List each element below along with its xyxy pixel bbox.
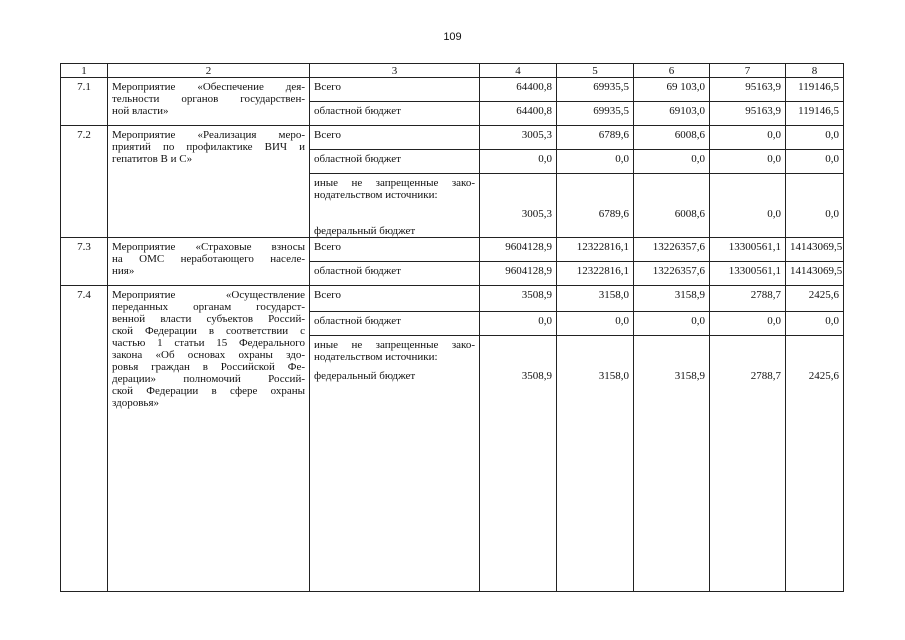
- value-cell: 64400,8: [480, 102, 557, 126]
- funding-source: Всего: [310, 126, 480, 150]
- header-cell: 1: [61, 64, 108, 78]
- value-cell: 6789,6: [557, 174, 634, 238]
- value-cell: 3508,9: [480, 286, 557, 312]
- value-cell: 2788,7: [710, 336, 786, 592]
- header-cell: 2: [108, 64, 310, 78]
- page-number: 109: [443, 31, 462, 43]
- value-cell: 0,0: [634, 150, 710, 174]
- row-id: 7.3: [61, 238, 108, 286]
- value-cell: 0,0: [634, 312, 710, 336]
- table-row: [61, 286, 844, 312]
- value-cell: 3005,3: [480, 174, 557, 238]
- value-cell: 69 103,0: [634, 78, 710, 102]
- funding-source: Всего: [310, 78, 480, 102]
- funding-source-other: иные не запрещенные зако- нодательством источники: федеральный бюджет: [310, 174, 480, 238]
- value-cell: 14143069,5: [786, 262, 844, 286]
- budget-table: [60, 63, 844, 592]
- value-cell: 6008,6: [634, 126, 710, 150]
- value-cell: 0,0: [786, 126, 844, 150]
- value-cell: 0,0: [710, 312, 786, 336]
- value-cell: 3005,3: [480, 126, 557, 150]
- table-row: [61, 238, 844, 262]
- row-id: 7.4: [61, 286, 108, 592]
- row-id: 7.2: [61, 126, 108, 238]
- value-cell: 0,0: [786, 174, 844, 238]
- value-cell: 2425,6: [786, 286, 844, 312]
- table-row: [61, 78, 844, 102]
- value-cell: 2425,6: [786, 336, 844, 592]
- value-cell: 2788,7: [710, 286, 786, 312]
- header-cell: 5: [557, 64, 634, 78]
- value-cell: 14143069,5: [786, 238, 844, 262]
- value-cell: 69103,0: [634, 102, 710, 126]
- row-id: 7.1: [61, 78, 108, 126]
- value-cell: 13300561,1: [710, 238, 786, 262]
- funding-source-federal: федеральный бюджет: [314, 225, 416, 237]
- value-cell: 119146,5: [786, 102, 844, 126]
- value-cell: 64400,8: [480, 78, 557, 102]
- funding-source: областной бюджет: [310, 102, 480, 126]
- funding-source: Всего: [310, 286, 480, 312]
- value-cell: 12322816,1: [557, 238, 634, 262]
- value-cell: 12322816,1: [557, 262, 634, 286]
- activity-name: Мероприятие «Реализация меро- приятий по профилактике ВИЧ и гепатитов В и С»: [108, 126, 310, 238]
- value-cell: 69935,5: [557, 102, 634, 126]
- value-cell: 0,0: [786, 150, 844, 174]
- table-row: [61, 126, 844, 150]
- value-cell: 3158,9: [634, 286, 710, 312]
- value-cell: 9604128,9: [480, 238, 557, 262]
- header-cell: 8: [786, 64, 844, 78]
- value-cell: 0,0: [480, 150, 557, 174]
- value-cell: 3508,9: [480, 336, 557, 592]
- table-header-row: [61, 64, 844, 78]
- funding-source: областной бюджет: [310, 262, 480, 286]
- value-cell: 0,0: [710, 126, 786, 150]
- header-cell: 3: [310, 64, 480, 78]
- funding-source: областной бюджет: [310, 150, 480, 174]
- value-cell: 0,0: [710, 174, 786, 238]
- funding-source: Всего: [310, 238, 480, 262]
- activity-name: Мероприятие «Обеспечение дея- тельности органов государствен- ной власти»: [108, 78, 310, 126]
- header-cell: 7: [710, 64, 786, 78]
- header-cell: 4: [480, 64, 557, 78]
- value-cell: 119146,5: [786, 78, 844, 102]
- value-cell: 95163,9: [710, 102, 786, 126]
- header-cell: 6: [634, 64, 710, 78]
- value-cell: 0,0: [557, 312, 634, 336]
- value-cell: 6008,6: [634, 174, 710, 238]
- value-cell: 3158,0: [557, 336, 634, 592]
- value-cell: 13226357,6: [634, 262, 710, 286]
- funding-source-federal: федеральный бюджет: [314, 370, 416, 382]
- value-cell: 13300561,1: [710, 262, 786, 286]
- value-cell: 0,0: [710, 150, 786, 174]
- value-cell: 0,0: [786, 312, 844, 336]
- value-cell: 3158,9: [634, 336, 710, 592]
- funding-source: областной бюджет: [310, 312, 480, 336]
- value-cell: 69935,5: [557, 78, 634, 102]
- value-cell: 0,0: [480, 312, 557, 336]
- activity-name: Мероприятие «Страховые взносы на ОМС неработающего населе- ния»: [108, 238, 310, 286]
- funding-source-other: иные не запрещенные зако- нодательством источники: федеральный бюджет: [310, 336, 480, 592]
- activity-name: Мероприятие «Осуществление переданных органам государст- венной власти субъектов Россий- ской Федерации в соответствии с частью 1 статьи 15 Федерального закона «Об основах охраны здо- ровья граждан в Российской Фе- дерации» полномочий Россий- ской Федерации в сфере охраны здоровья»: [108, 286, 310, 592]
- value-cell: 95163,9: [710, 78, 786, 102]
- value-cell: 13226357,6: [634, 238, 710, 262]
- value-cell: 9604128,9: [480, 262, 557, 286]
- value-cell: 3158,0: [557, 286, 634, 312]
- value-cell: 6789,6: [557, 126, 634, 150]
- value-cell: 0,0: [557, 150, 634, 174]
